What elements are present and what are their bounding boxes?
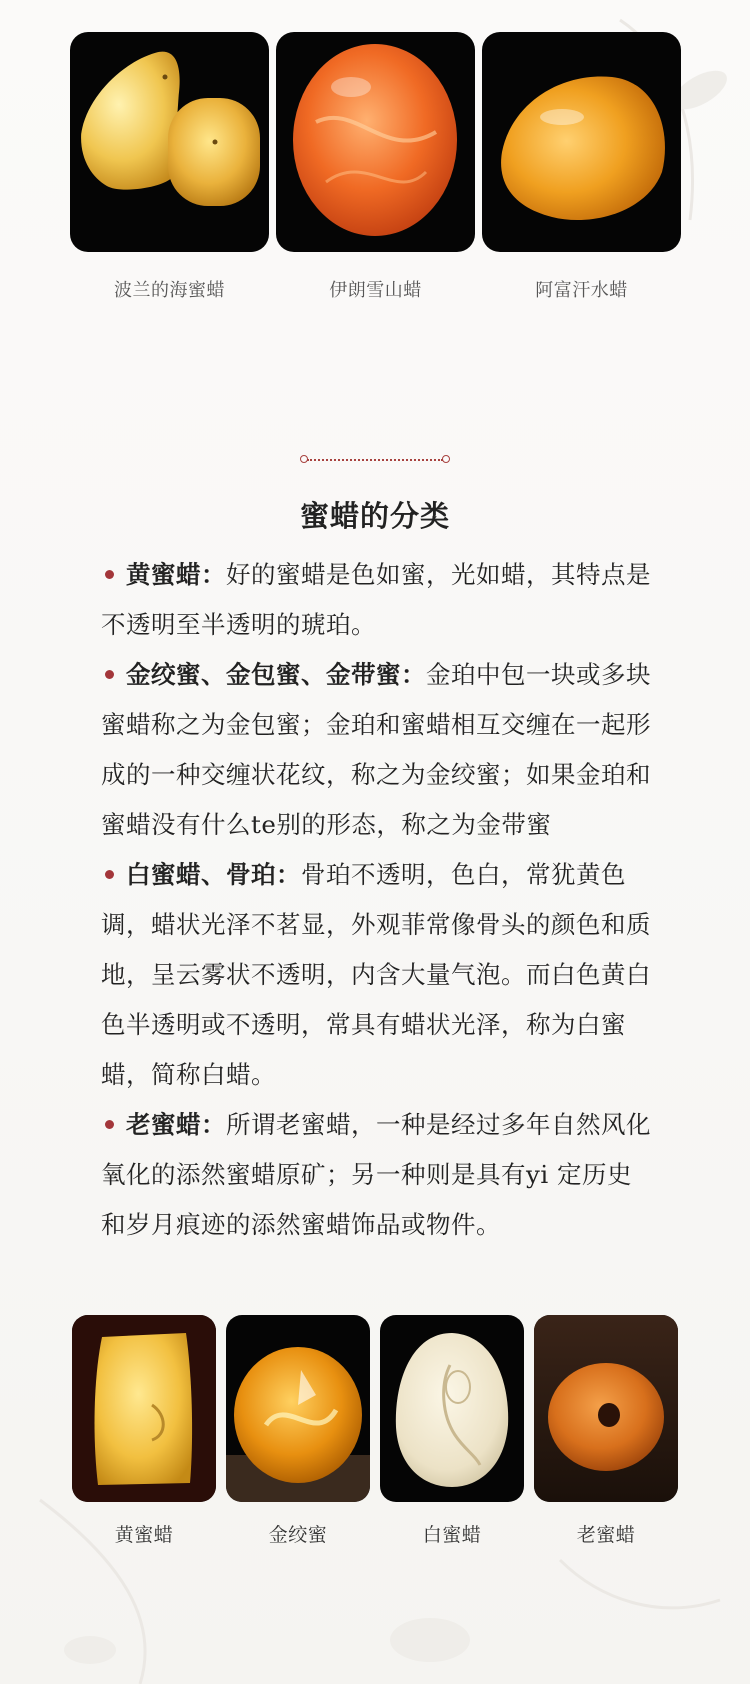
photo-yellow-beeswax bbox=[72, 1315, 216, 1502]
gallery-item-white-beeswax bbox=[380, 1315, 524, 1547]
caption-gold-swirl: 金绞蜜 bbox=[268, 1524, 328, 1546]
term-label: 黄蜜蜡： bbox=[126, 560, 226, 589]
gallery-item-afghan-amber bbox=[482, 32, 681, 302]
photo-afghan-amber bbox=[482, 32, 681, 252]
paragraph-text: 好的蜜蜡是色如蜜，光如蜡，其特点是不透明至半透明的琥珀。 bbox=[101, 560, 651, 639]
caption-yellow-beeswax: 黄蜜蜡 bbox=[114, 1524, 174, 1546]
gallery-item-old-beeswax bbox=[534, 1315, 678, 1547]
gallery-item-polish-amber bbox=[70, 32, 269, 302]
section-divider bbox=[300, 455, 450, 465]
paragraph-white-beeswax bbox=[101, 850, 651, 1100]
paragraph-yellow-beeswax bbox=[101, 550, 651, 650]
bullet-dot bbox=[105, 570, 114, 579]
caption-iran-amber: 伊朗雪山蜡 bbox=[329, 280, 422, 301]
photo-iran-amber bbox=[276, 32, 475, 252]
section-title: 蜜蜡的分类 bbox=[299, 499, 450, 533]
paragraph-text: 金珀中包一块或多块蜜蜡称之为金包蜜；金珀和蜜蜡相互交缠在一起形成的一种交缠状花纹，称之为金绞蜜；如果金珀和蜜蜡没有什么te别的形态，称之为金带蜜 bbox=[101, 660, 651, 839]
classification-text bbox=[101, 550, 651, 1250]
photo-white-beeswax bbox=[380, 1315, 524, 1502]
term-label: 白蜜蜡、骨珀： bbox=[126, 860, 301, 889]
paragraph-gold-beeswax bbox=[101, 650, 651, 850]
paragraph-text: 所谓老蜜蜡，一种是经过多年自然风化氧化的添然蜜蜡原矿；另一种则是具有yi 定历史和岁月痕迹的添然蜜蜡饰品或物件。 bbox=[101, 1110, 651, 1239]
caption-afghan-amber: 阿富汗水蜡 bbox=[535, 280, 628, 301]
photo-polish-amber bbox=[70, 32, 269, 252]
photo-old-beeswax bbox=[534, 1315, 678, 1502]
caption-white-beeswax: 白蜜蜡 bbox=[422, 1524, 482, 1546]
gallery-item-iran-amber bbox=[276, 32, 475, 302]
paragraph-old-beeswax bbox=[101, 1100, 651, 1250]
term-label: 老蜜蜡： bbox=[126, 1110, 226, 1139]
caption-old-beeswax: 老蜜蜡 bbox=[576, 1524, 636, 1546]
caption-polish-amber: 波兰的海蜜蜡 bbox=[114, 280, 225, 301]
term-label: 金绞蜜、金包蜜、金带蜜： bbox=[126, 660, 426, 689]
bullet-dot bbox=[105, 1120, 114, 1129]
photo-gold-swirl bbox=[226, 1315, 370, 1502]
top-gallery bbox=[70, 32, 680, 302]
gallery-item-yellow-beeswax bbox=[72, 1315, 216, 1547]
bullet-dot bbox=[105, 670, 114, 679]
paragraph-text: 骨珀不透明，色白，常犹黄色调，蜡状光泽不茗显，外观菲常像骨头的颜色和质地，呈云雾状不透明，内含大量气泡。而白色黄白色半透明或不透明，常具有蜡状光泽，称为白蜜蜡，简称白蜡。 bbox=[101, 860, 651, 1089]
bottom-gallery bbox=[72, 1315, 682, 1555]
bullet-dot bbox=[105, 870, 114, 879]
gallery-item-gold-swirl bbox=[226, 1315, 370, 1547]
